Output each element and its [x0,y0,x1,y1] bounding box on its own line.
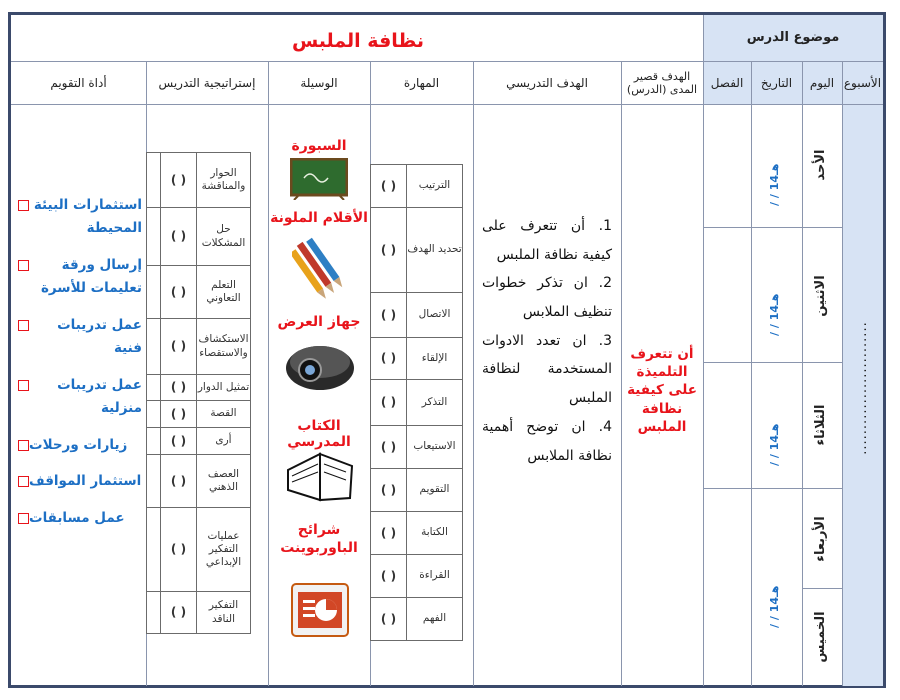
col-evaluation: أداة التقويم [50,75,107,90]
skill-check[interactable]: ( ) [371,165,407,208]
skill-check[interactable]: ( ) [371,208,407,293]
checkbox-icon[interactable] [18,320,29,331]
day-tuesday: الثلاثاء [813,404,828,446]
checkbox-icon[interactable] [18,476,29,487]
teaching-objectives [482,212,612,470]
week-value: .......................... [855,321,870,455]
strategy-check[interactable]: ( ) [161,401,197,428]
short-goal-text: أن تتعرف التلميذة على كيفية نظافة الملبس [627,346,697,435]
book-icon [284,440,356,510]
media-slides-label: شرائح الباوربوينت [280,522,358,556]
strategy-check[interactable]: ( ) [161,508,197,592]
skill-check[interactable]: ( ) [371,293,407,338]
day-wednesday: الأربعاء [813,516,828,562]
skill-check[interactable]: ( ) [371,598,407,641]
date-wednesday: / / 14هـ [768,585,781,628]
media-projector-label: جهاز العرض [277,314,361,330]
col-skill: المهارة [403,75,440,90]
lesson-topic-label: موضوع الدرس [703,15,883,61]
media-book-label: الكتاب المدرسي [287,418,351,450]
strategy-label: الاستكشاف والاستقصاء [197,319,251,375]
checkbox-icon[interactable] [18,200,29,211]
strategy-check[interactable]: ( ) [161,428,197,455]
colored-pencils-icon [292,230,348,300]
evaluation-item[interactable]: عمل مسابقات [14,507,142,530]
strategy-check[interactable]: ( ) [161,455,197,508]
checkbox-icon[interactable] [18,260,29,271]
media-pens-label: الأقلام الملونة [270,210,368,226]
col-date: التاريخ [751,62,802,104]
strategy-label: تمثيل الدوار [197,375,251,401]
day-thursday: الخميس [813,611,828,663]
strategy-label: التعلم التعاوني [197,266,251,319]
day-monday: الاثنين [813,275,828,317]
projector-icon [282,334,358,394]
objective-2: 2. ان تذكر خطوات تنظيف الملابس [482,275,612,321]
strategy-label: عمليات التفكير الإبداعي [197,508,251,592]
strategy-label: القصة [197,401,251,428]
lesson-title: نظافة الملبس [291,30,425,52]
skills-table [370,164,463,641]
date-tuesday: / / 14هـ [768,423,781,466]
strategy-check[interactable]: ( ) [161,266,197,319]
col-short-goal: الهدف قصير المدى (الدرس) [626,69,698,96]
skill-check[interactable]: ( ) [371,512,407,555]
skill-label: الإلقاء [407,338,463,380]
col-media: الوسيلة [300,75,338,90]
strategy-check[interactable]: ( ) [161,319,197,375]
strategy-label: حل المشكلات [197,208,251,266]
objective-4: 4. ان توضح أهمية نظافة الملابس [482,418,612,464]
evaluation-item[interactable]: زيارات ورحلات [14,434,142,457]
skill-label: الترتيب [407,165,463,208]
skill-label: الفهم [407,598,463,641]
col-strategy: إستراتيجية التدريس [158,75,256,90]
chalkboard-icon [290,158,348,200]
skill-label: الاستيعاب [407,426,463,469]
skill-check[interactable]: ( ) [371,555,407,598]
objective-3: 3. ان تعدد الادوات المستخدمة لنظافة الملبس [482,332,612,407]
skill-check[interactable]: ( ) [371,380,407,426]
skill-check[interactable]: ( ) [371,338,407,380]
col-teaching-goal: الهدف التدريسي [506,75,588,90]
col-day: اليوم [802,62,842,104]
strategy-check[interactable]: ( ) [161,375,197,401]
col-class: الفصل [703,62,751,104]
strategy-check[interactable]: ( ) [161,153,197,208]
skill-label: التذكر [407,380,463,426]
skill-label: تحديد الهدف [407,208,463,293]
skill-label: التقويم [407,469,463,512]
skill-label: الكتابة [407,512,463,555]
media-board-label: السبورة [291,138,347,154]
evaluation-item[interactable]: إرسال ورقة تعليمات للأسرة [14,254,142,300]
checkbox-icon[interactable] [18,513,29,524]
skill-label: القراءة [407,555,463,598]
skill-check[interactable]: ( ) [371,469,407,512]
day-sunday: الأحد [813,149,828,181]
checkbox-icon[interactable] [18,440,29,451]
evaluation-item[interactable]: استثمار المواقف [14,470,142,493]
strategy-label: أرى [197,428,251,455]
skill-check[interactable]: ( ) [371,426,407,469]
evaluation-list [14,194,142,530]
date-sunday: / / 14هـ [768,163,781,206]
date-monday: / / 14هـ [768,293,781,336]
strategy-check[interactable]: ( ) [161,208,197,266]
strategy-label: العصف الذهني [197,455,251,508]
col-week: الأسبوع [842,62,883,104]
evaluation-item[interactable]: عمل تدريبات فنية [14,314,142,360]
strategy-label: التفكير الناقد [197,592,251,634]
checkbox-icon[interactable] [18,380,29,391]
evaluation-item[interactable]: استثمارات البيئة المحيطة [14,194,142,240]
strategy-label: الحوار والمناقشة [197,153,251,208]
skill-label: الاتصال [407,293,463,338]
strategy-table [146,152,251,634]
powerpoint-icon [290,582,350,638]
evaluation-item[interactable]: عمل تدريبات منزلية [14,374,142,420]
strategy-check[interactable]: ( ) [161,592,197,634]
objective-1: 1. أن تتعرف على كيفية نظافة الملبس [482,218,612,263]
